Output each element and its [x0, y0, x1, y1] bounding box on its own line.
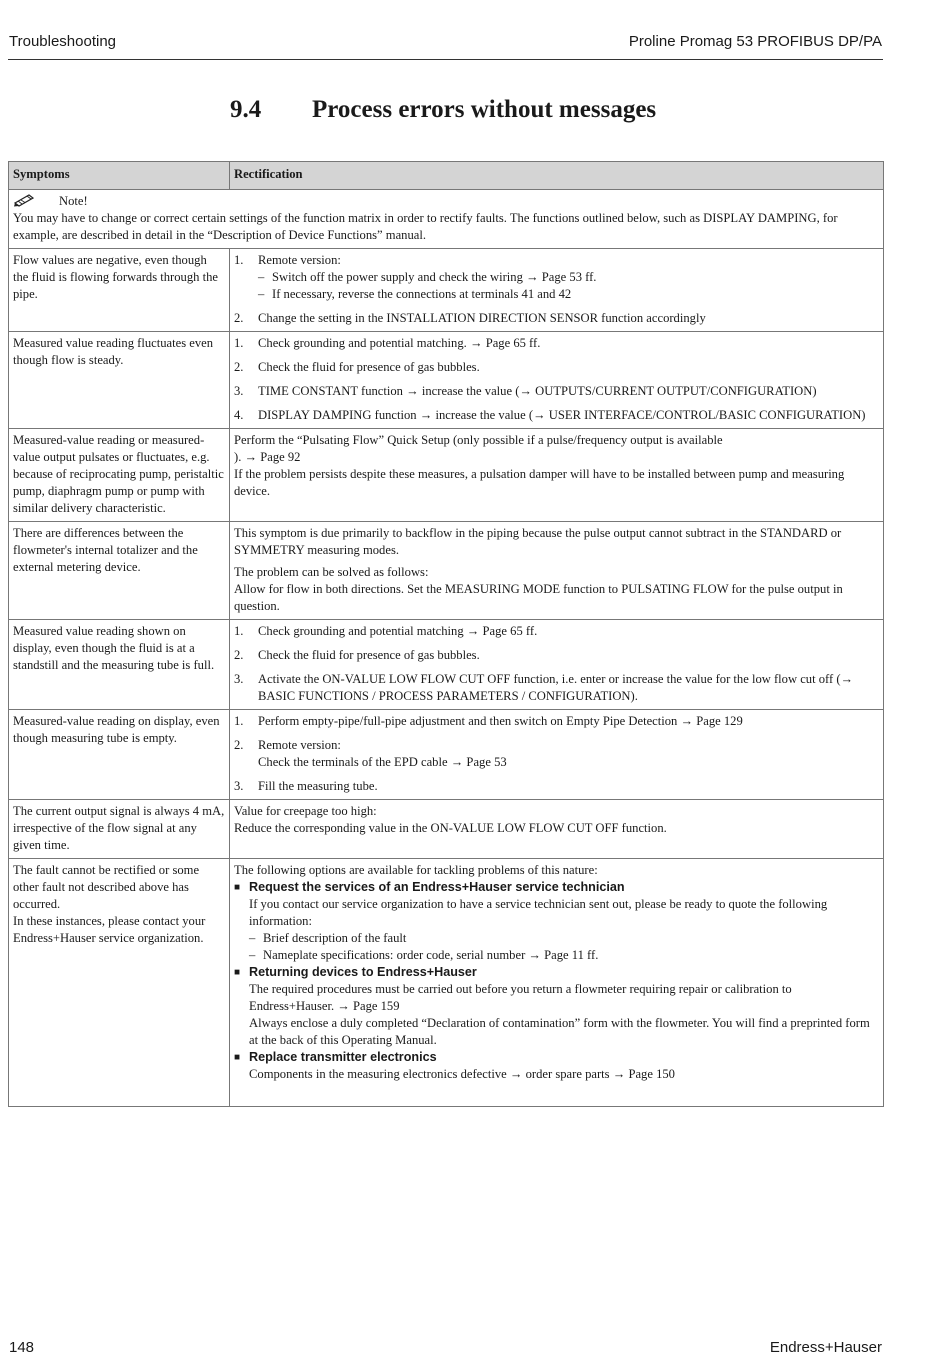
rectification-cell: [230, 332, 884, 429]
symptom-cell: There are differences between the flowmeter's internal totalizer and the external metering device.: [9, 522, 230, 620]
square-bullet-icon: ■: [234, 882, 241, 893]
table-row: [9, 522, 884, 620]
item-text: Change the setting in the INSTALLATION DIRECTION SENSOR function accordingly: [258, 311, 706, 325]
dash-text: Nameplate specifications: order code, serial number → Page 11 ff.: [263, 948, 599, 962]
note-label: Note!: [59, 194, 88, 208]
column-header-symptoms: Symptoms: [9, 162, 230, 190]
paragraph: The following options are available for tackling problems of this nature:: [234, 863, 598, 877]
bullet-body: [234, 1066, 879, 1083]
paragraph: The problem can be solved as follows:: [234, 565, 429, 579]
item-number: 2.: [234, 648, 244, 662]
symptom-text: In these instances, please contact your Endress+Hauser service organization.: [13, 914, 206, 945]
item-text: Perform empty-pipe/full-pipe adjustment and then switch on Empty Pipe Detection → Page 129: [258, 714, 743, 728]
list-item: [234, 623, 879, 640]
bullet-body: [234, 981, 879, 1049]
paragraph: The required procedures must be carried out before you return a flowmeter requiring repair or calibration to Endress+Hauser. → Page 159: [249, 982, 792, 1013]
item-number: 3.: [234, 672, 244, 686]
item-number: 2.: [234, 738, 244, 752]
note-text: You may have to change or correct certain settings of the function matrix in order to rectify faults. The functions outlined below, such as DISPLAY DAMPING, for example, are described in detail in the “Description of Device Functions” manual.: [13, 211, 838, 242]
dash-item: [249, 930, 879, 947]
item-text: Check the fluid for presence of gas bubbles.: [258, 360, 480, 374]
symptom-cell: Flow values are negative, even though the fluid is flowing forwards through the pipe.: [9, 249, 230, 332]
section-number: 9.4: [230, 96, 262, 123]
header-rule: [8, 59, 883, 60]
item-number: 1.: [234, 253, 244, 267]
list-item: [234, 359, 879, 376]
list-item: [234, 778, 879, 795]
paragraph: Always enclose a duly completed “Declaration of contamination” form with the flowmeter. You will find a preprinted form at the back of this Operating Manual.: [249, 1016, 870, 1047]
dash-item: [249, 947, 879, 964]
dash-text: If necessary, reverse the connections at terminals 41 and 42: [272, 287, 572, 301]
symptom-cell: Measured value reading shown on display, even though the fluid is at a standstill and the measuring tube is full.: [9, 620, 230, 710]
symptom-cell: The current output signal is always 4 mA, irrespective of the flow signal at any given time.: [9, 800, 230, 859]
dash-marker: –: [249, 948, 256, 962]
dash-text: Switch off the power supply and check the wiring → Page 53 ff.: [272, 270, 597, 284]
paragraph: Perform the “Pulsating Flow” Quick Setup (only possible if a pulse/frequency output is available: [234, 433, 723, 447]
table-row: [9, 859, 884, 1107]
running-header-section: Troubleshooting: [9, 33, 117, 50]
item-text: TIME CONSTANT function → increase the value (→ OUTPUTS/CURRENT OUTPUT/CONFIGURATION): [258, 384, 817, 398]
list-item: [234, 407, 879, 424]
dash-text: Brief description of the fault: [263, 931, 407, 945]
rectification-cell: [230, 859, 884, 1107]
item-number: 3.: [234, 779, 244, 793]
list-item: [234, 647, 879, 664]
item-text: Activate the ON-VALUE LOW FLOW CUT OFF function, i.e. enter or increase the value for the low flow cut off (→ BASIC FUNCTIONS / PROCESS PARAMETERS / CONFIGURATION).: [258, 672, 854, 703]
table-row: [9, 429, 884, 522]
item-text: Check the fluid for presence of gas bubbles.: [258, 648, 480, 662]
note-pencil-icon: [13, 193, 37, 207]
item-number: 2.: [234, 311, 244, 325]
square-bullet-icon: ■: [234, 967, 241, 978]
table-row: [9, 800, 884, 859]
section-heading: Process errors without messages: [312, 96, 657, 123]
table-row: [9, 249, 884, 332]
bullet-body: [234, 896, 879, 964]
table-row: [9, 332, 884, 429]
item-body: [258, 252, 879, 303]
running-header-product: Proline Promag 53 PROFIBUS DP/PA: [628, 33, 882, 50]
rectification-cell: [230, 429, 884, 522]
item-number: 2.: [234, 360, 244, 374]
item-number: 1.: [234, 714, 244, 728]
list-item: [234, 671, 879, 705]
bullet-item: [234, 964, 879, 981]
list-item: [234, 713, 879, 730]
rectification-cell: [230, 710, 884, 800]
bullet-title: Replace transmitter electronics: [249, 1050, 437, 1064]
bullet-item: [234, 1049, 879, 1066]
item-number: 3.: [234, 384, 244, 398]
item-body: [258, 737, 879, 771]
list-item: [234, 335, 879, 352]
dash-marker: –: [258, 287, 265, 301]
item-text: Check the terminals of the EPD cable → Page 53: [258, 755, 507, 769]
item-text: Fill the measuring tube.: [258, 779, 378, 793]
item-text: Check grounding and potential matching. → Page 65 ff.: [258, 336, 541, 350]
troubleshooting-table: [8, 161, 884, 1107]
paragraph: This symptom is due primarily to backflow in the piping because the pulse output cannot subtract in the STANDARD or SYMMETRY measuring modes.: [234, 526, 842, 557]
bullet-title: Returning devices to Endress+Hauser: [249, 965, 477, 979]
table-row: [9, 710, 884, 800]
dash-marker: –: [249, 931, 256, 945]
item-text: Remote version:: [258, 253, 341, 267]
footer-brand: Endress+Hauser: [769, 1339, 882, 1356]
item-number: 1.: [234, 624, 244, 638]
dash-item: [258, 286, 879, 303]
rectification-cell: [230, 522, 884, 620]
paragraph: Value for creepage too high:: [234, 804, 377, 818]
square-bullet-icon: ■: [234, 1052, 241, 1063]
rectification-cell: [230, 249, 884, 332]
symptom-cell: [9, 859, 230, 1107]
dash-item: [258, 269, 879, 286]
item-text: Check grounding and potential matching → Page 65 ff.: [258, 624, 538, 638]
table-header-row: [9, 162, 884, 190]
paragraph: ). → Page 92: [234, 450, 301, 464]
bullet-title: Request the services of an Endress+Hauser service technician: [249, 880, 625, 894]
item-number: 4.: [234, 408, 244, 422]
list-item: [234, 383, 879, 400]
paragraph: Components in the measuring electronics defective → order spare parts → Page 150: [249, 1067, 675, 1081]
paragraph: If the problem persists despite these measures, a pulsation damper will have to be installed between pump and measuring device.: [234, 467, 845, 498]
note-cell: [9, 190, 884, 249]
table-row: [9, 620, 884, 710]
item-text: DISPLAY DAMPING function → increase the value (→ USER INTERFACE/CONTROL/BASIC CONFIGURATION): [258, 408, 866, 422]
bullet-item: [234, 879, 879, 896]
symptom-cell: Measured value reading fluctuates even though flow is steady.: [9, 332, 230, 429]
paragraph: Allow for flow in both directions. Set the MEASURING MODE function to PULSATING FLOW for the pulse output in question.: [234, 582, 843, 613]
list-item: [234, 737, 879, 771]
list-item: [234, 310, 879, 327]
symptom-text: The fault cannot be rectified or some other fault not described above has occurred.: [13, 863, 200, 911]
list-item: [234, 252, 879, 303]
column-header-rectification: Rectification: [230, 162, 884, 190]
dash-marker: –: [258, 270, 265, 284]
note-row: [9, 190, 884, 249]
item-text: Remote version:: [258, 738, 341, 752]
paragraph: If you contact our service organization to have a service technician sent out, please be ready to quote the following information:: [249, 897, 828, 928]
symptom-cell: Measured-value reading or measured-value output pulsates or fluctuates, e.g. because of reciprocating pump, peristaltic pump, diaphragm pump or pump with similar delivery characteristic.: [9, 429, 230, 522]
rectification-cell: [230, 800, 884, 859]
symptom-cell: Measured-value reading on display, even though measuring tube is empty.: [9, 710, 230, 800]
rectification-cell: [230, 620, 884, 710]
section-title: [230, 96, 656, 124]
paragraph: Reduce the corresponding value in the ON-VALUE LOW FLOW CUT OFF function.: [234, 821, 667, 835]
item-number: 1.: [234, 336, 244, 350]
page-number: 148: [9, 1339, 35, 1356]
